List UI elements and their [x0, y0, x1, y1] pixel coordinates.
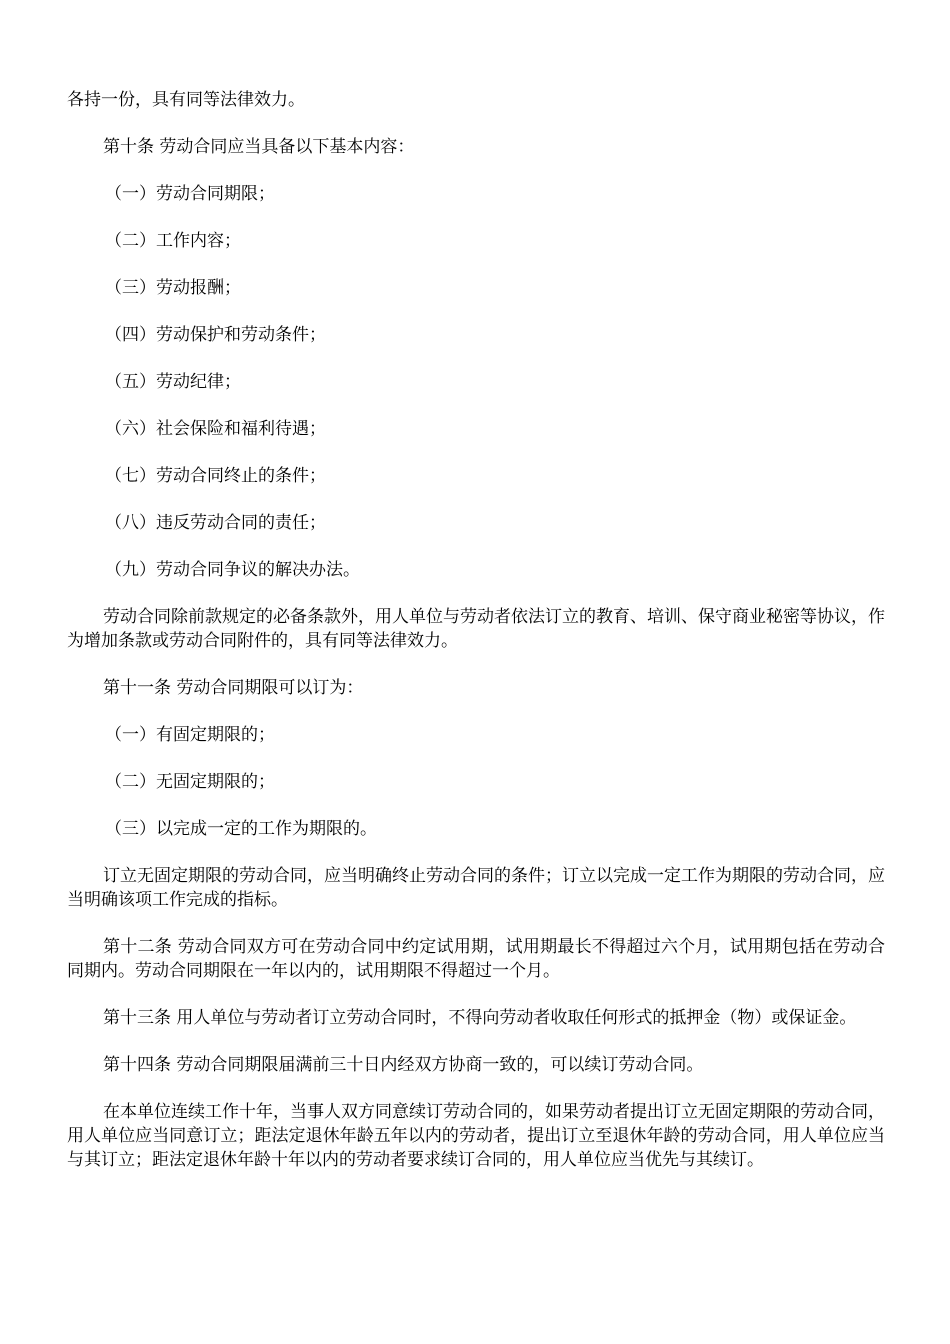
list-item: （二）无固定期限的； [105, 772, 275, 792]
list-item: （五）劳动纪律； [105, 372, 241, 392]
list-item: （七）劳动合同终止的条件； [105, 466, 326, 486]
article-13-paragraph: 第十三条 用人单位与劳动者订立劳动合同时，不得向劳动者收取任何形式的抵押金（物）或保证金。 [103, 1008, 857, 1028]
list-item: （二）工作内容； [105, 231, 241, 251]
paragraph-continuation: 各持一份，具有同等法律效力。 [67, 90, 305, 110]
list-item: （九）劳动合同争议的解决办法。 [105, 560, 360, 580]
list-item: （一）劳动合同期限； [105, 184, 275, 204]
paragraph-body: 在本单位连续工作十年，当事人双方同意续订劳动合同的，如果劳动者提出订立无固定期限的劳动合同，用人单位应当同意订立；距法定退休年龄五年以内的劳动者，提出订立至退休年龄的劳动合同，用人单位应当与其订立；距法定退休年龄十年以内的劳动者要求续订合同的，用人单位应当优先与其续订。 [67, 1102, 885, 1170]
list-item: （八）违反劳动合同的责任； [105, 513, 326, 533]
list-item: （三）劳动报酬； [105, 278, 241, 298]
list-item: （三）以完成一定的工作为期限的。 [105, 819, 377, 839]
article-12-paragraph: 第十二条 劳动合同双方可在劳动合同中约定试用期，试用期最长不得超过六个月，试用期包括在劳动合同期内。劳动合同期限在一年以内的，试用期限不得超过一个月。 [67, 937, 885, 981]
list-item: （六）社会保险和福利待遇； [105, 419, 326, 439]
list-item: （一）有固定期限的； [105, 725, 275, 745]
list-item: （四）劳动保护和劳动条件； [105, 325, 326, 345]
article-11-heading: 第十一条 劳动合同期限可以订为： [103, 678, 364, 698]
document-page [67, 88, 885, 1172]
article-14-paragraph: 第十四条 劳动合同期限届满前三十日内经双方协商一致的，可以续订劳动合同。 [103, 1055, 704, 1075]
paragraph-body: 劳动合同除前款规定的必备条款外，用人单位与劳动者依法订立的教育、培训、保守商业秘密等协议，作为增加条款或劳动合同附件的，具有同等法律效力。 [67, 607, 885, 651]
article-10-heading: 第十条 劳动合同应当具备以下基本内容： [103, 137, 415, 157]
paragraph-body: 订立无固定期限的劳动合同，应当明确终止劳动合同的条件；订立以完成一定工作为期限的劳动合同，应当明确该项工作完成的指标。 [67, 866, 885, 910]
